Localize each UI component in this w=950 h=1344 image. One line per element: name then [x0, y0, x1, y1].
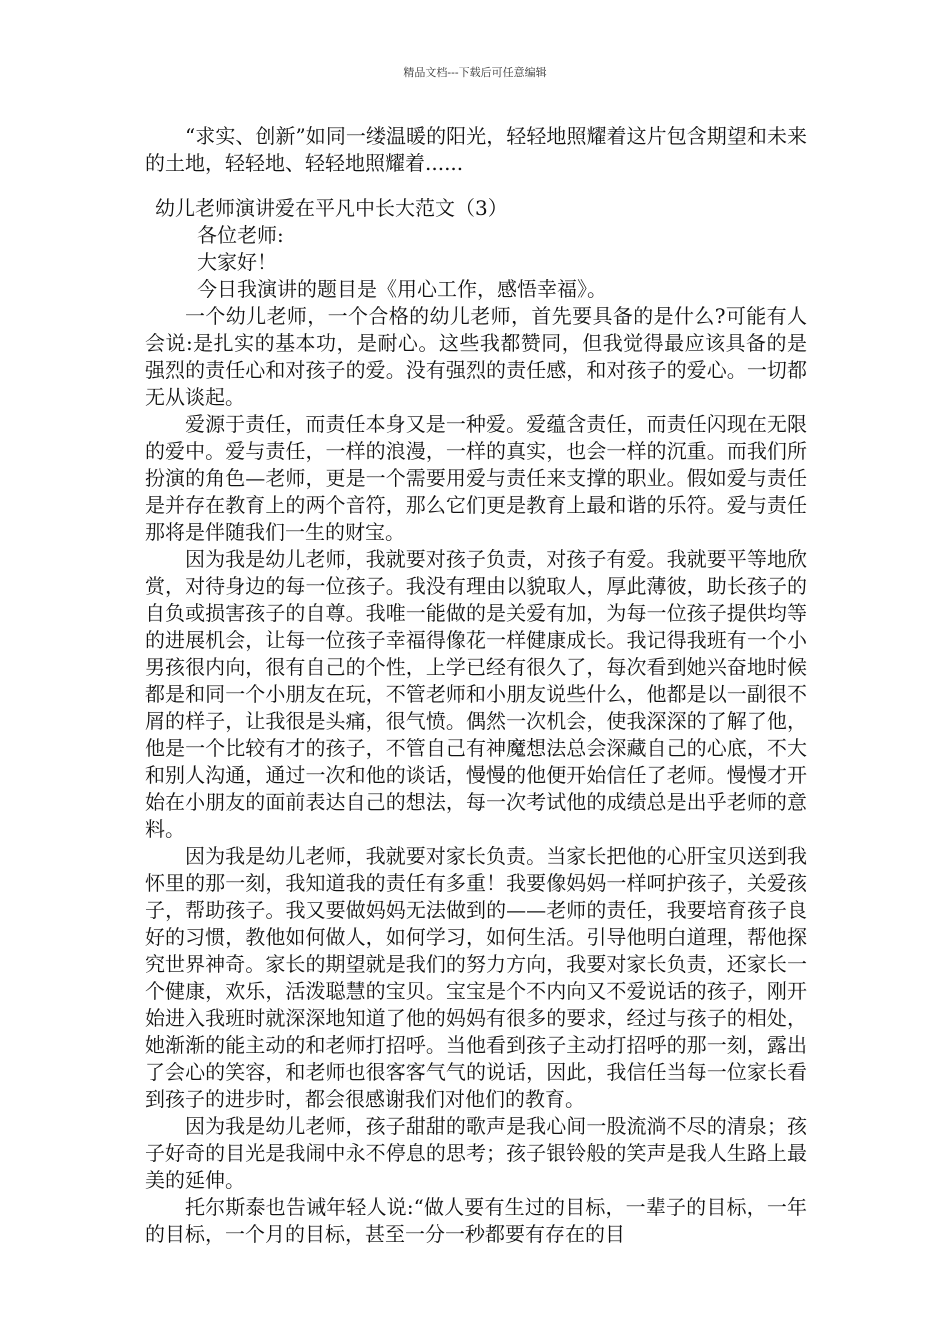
speech-topic: 今日我演讲的题目是《用心工作，感悟幸福》。 — [197, 277, 607, 301]
article-title: 幼儿老师演讲爱在平凡中长大范文（3） — [155, 196, 508, 220]
greeting-everyone: 大家好！ — [197, 250, 277, 274]
body-paragraph: 因为我是幼儿老师，孩子甜甜的歌声是我心间一股流淌不尽的清泉；孩子好奇的目光是我闹中永不停息的思考；孩子银铃般的笑声是我人生路上最美的延伸。 — [145, 1114, 807, 1192]
body-paragraph: 因为我是幼儿老师，我就要对孩子负责，对孩子有爱。我就要平等地欣赏，对待身边的每一位孩子。我没有理由以貌取人，厚此薄彼，助长孩子的自负或损害孩子的自尊。我唯一能做的是关爱有加，为每一位孩子提供均等的进展机会，让每一位孩子幸福得像花一样健康成长。我记得我班有一个小男孩很内向，很有自己的个性，上学已经有很久了，每次看到她兴奋地时候都是和同一个小朋友在玩，不管老师和小朋友说些什么，他都是以一副很不屑的样子，让我很是头痛，很气愤。偶然一次机会，使我深深的了解了他，他是一个比较有才的孩子，不管自己有神魔想法总会深藏自己的心底，不大和别人沟通，通过一次和他的谈话，慢慢的他便开始信任了老师。慢慢才开始在小朋友的面前表达自己的想法，每一次考试他的成绩总是出乎老师的意料。 — [145, 547, 807, 841]
body-paragraph: 一个幼儿老师，一个合格的幼儿老师，首先要具备的是什么?可能有人会说:是扎实的基本功，是耐心。这些我都赞同，但我觉得最应该具备的是强烈的责任心和对孩子的爱。没有强烈的责任感，和对孩子的爱心。一切都无从谈起。 — [145, 304, 807, 409]
body-paragraph: 托尔斯泰也告诫年轻人说:“做人要有生过的目标，一辈子的目标，一年的目标，一个月的目标，甚至一分一秒都要有存在的目 — [145, 1195, 807, 1246]
page-header: 精品文档---下载后可任意编辑 — [403, 66, 547, 79]
intro-paragraph: “求实、创新”如同一缕温暖的阳光，轻轻地照耀着这片包含期望和未来的土地，轻轻地、轻轻地照耀着...... — [145, 124, 807, 175]
document-body — [145, 123, 807, 1248]
body-paragraph: 爱源于责任，而责任本身又是一种爱。爱蕴含责任，而责任闪现在无限的爱中。爱与责任，一样的浪漫，一样的真实，也会一样的沉重。而我们所扮演的角色—老师，更是一个需要用爱与责任来支撑的职业。假如爱与责任是并存在教育上的两个音符，那么它们更是教育上最和谐的乐符。爱与责任那将是伴随我们一生的财宝。 — [145, 412, 807, 544]
greeting-teachers: 各位老师: — [197, 223, 284, 247]
body-paragraph: 因为我是幼儿老师，我就要对家长负责。当家长把他的心肝宝贝送到我怀里的那一刻，我知道我的责任有多重！我要像妈妈一样呵护孩子，关爱孩子，帮助孩子。我又要做妈妈无法做到的——老师的责任，我要培育孩子良好的习惯，教他如何做人，如何学习，如何生活。引导他明白道理，帮他探究世界神奇。家长的期望就是我们的努力方向，我要对家长负责，还家长一个健康，欢乐，活泼聪慧的宝贝。宝宝是个不内向又不爱说话的孩子，刚开始进入我班时就深深地知道了他的妈妈有很多的要求，经过与孩子的相处，她渐渐的能主动的和老师打招呼。当他看到孩子主动打招呼的那一刻，露出了会心的笑容，和老师也很客客气气的说话，因此，我信任当每一位家长看到孩子的进步时，都会很感谢我们对他们的教育。 — [145, 844, 807, 1111]
